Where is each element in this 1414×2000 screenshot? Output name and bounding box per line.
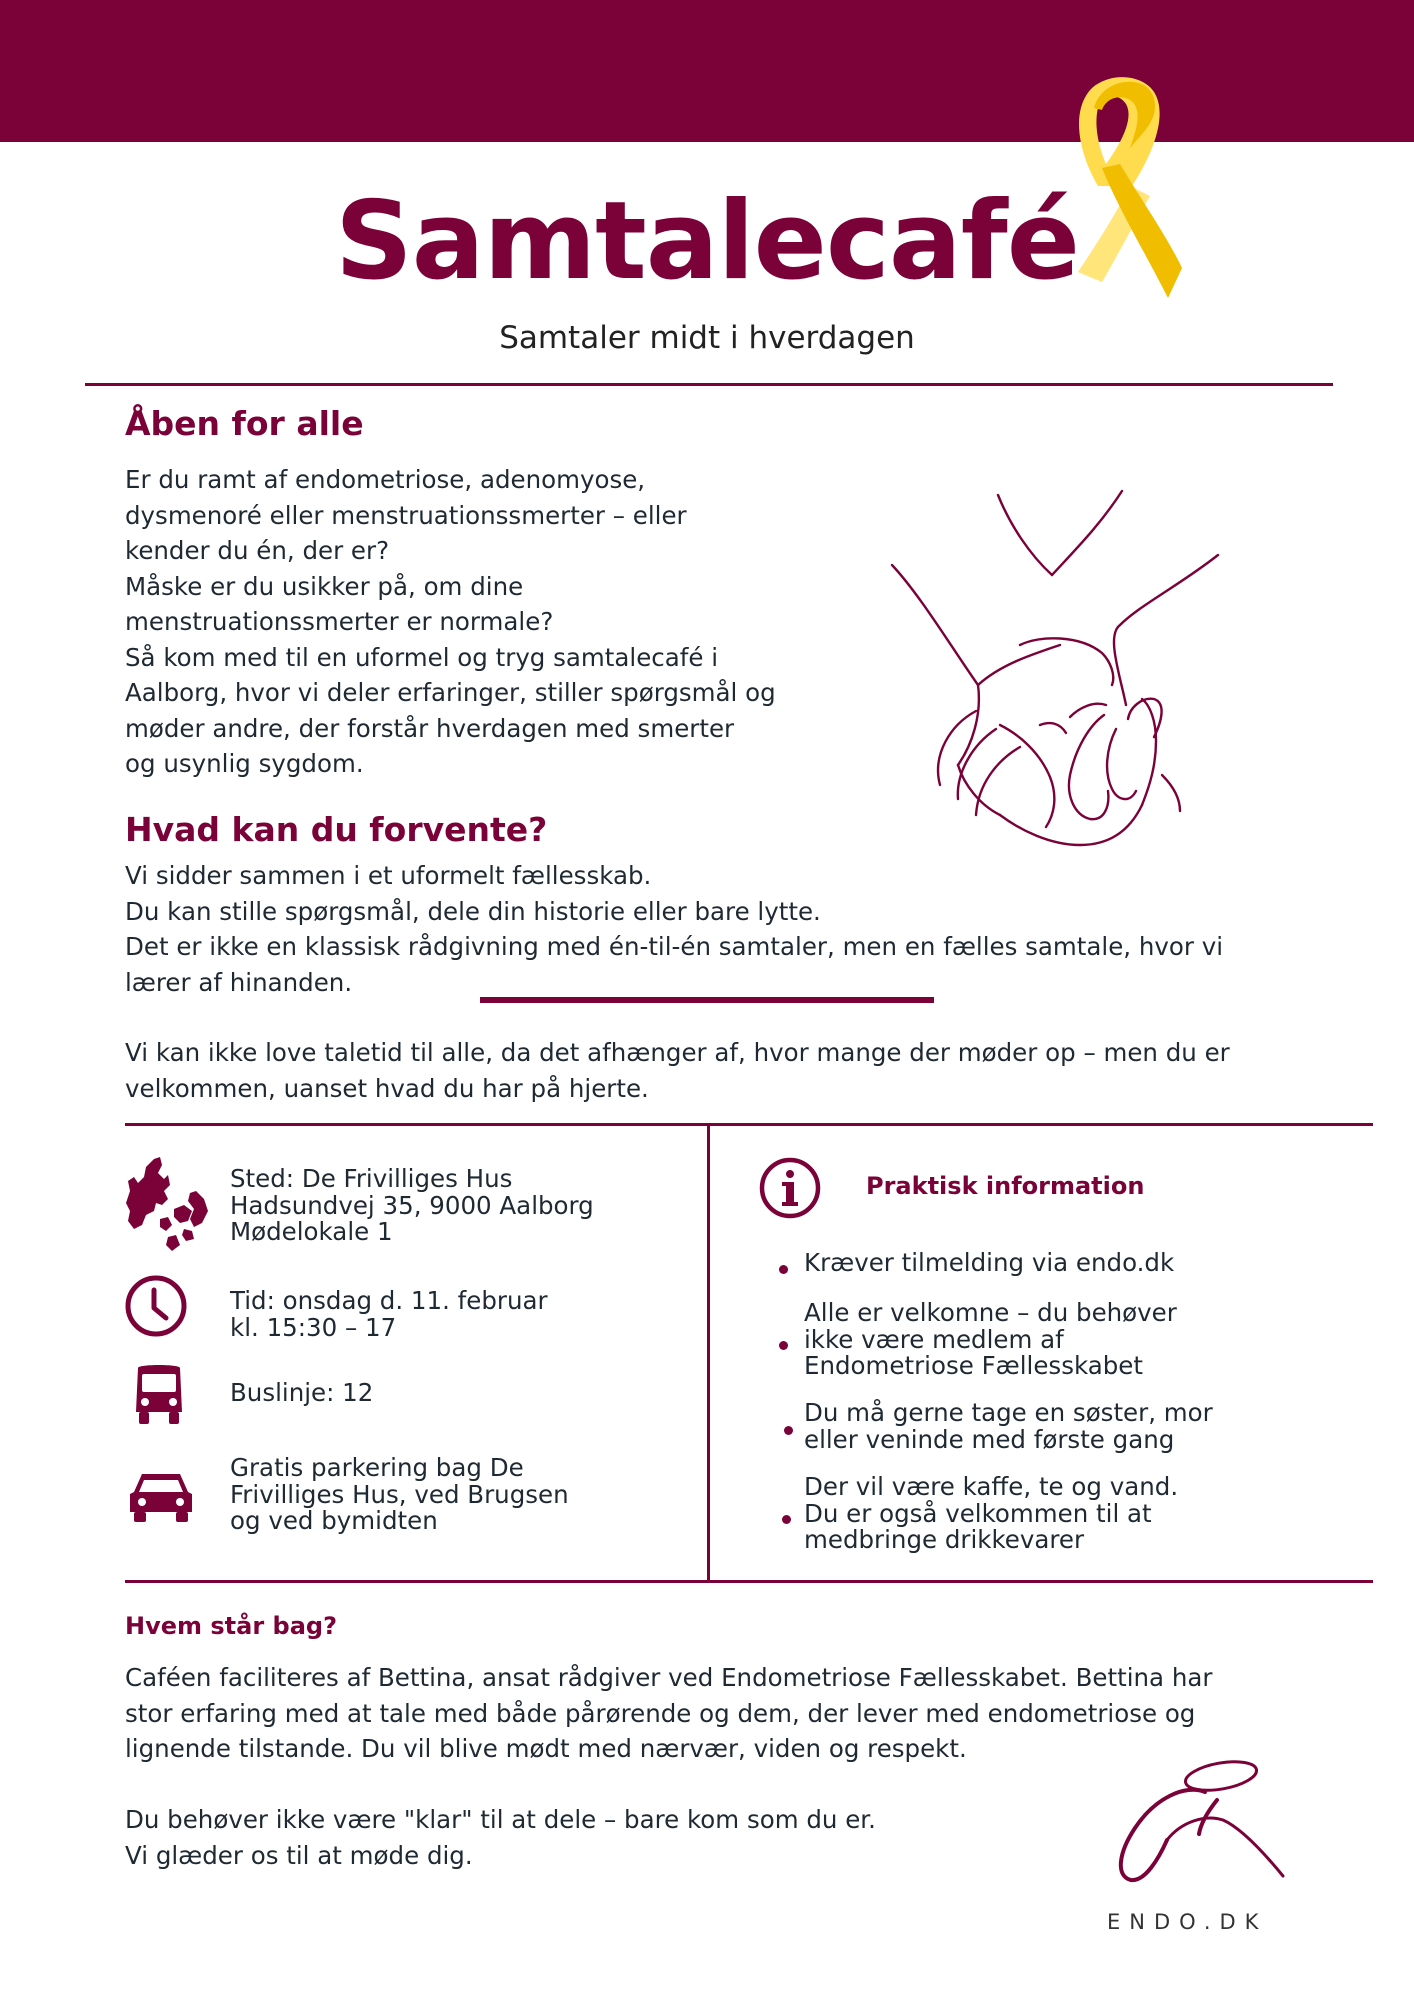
parking-text [230,1455,569,1535]
practical-line: Du er også velkommen til at [804,1498,1152,1528]
clock-icon [124,1274,188,1338]
who-line: stor erfaring med at tale med både pårørende og dem, der lever med endometriose og [125,1698,1196,1728]
practical-line: ikke være medlem af [804,1324,1064,1354]
info-top-divider [125,1123,1373,1126]
holding-hands-illustration [880,485,1230,865]
parking-line: og ved bymidten [230,1506,438,1535]
open-line: og usynlig sygdom. [125,749,364,778]
open-heading: Åben for alle [125,404,364,443]
denmark-map-icon [124,1155,210,1255]
who-heading: Hvem står bag? [125,1612,337,1640]
open-line: Aalborg, hvor vi deler erfaringer, stiller spørgsmål og [125,678,776,707]
open-line: Måske er du usikker på, om dine [125,571,524,601]
place-line: Hadsundvej 35, 9000 Aalborg [230,1190,594,1220]
closing-text [125,1802,876,1873]
practical-item [804,1250,1174,1277]
page-title: Samtalecafé [334,179,1080,304]
place-line: Sted: De Frivilliges Hus [230,1164,513,1193]
practical-line: medbringe drikkevarer [804,1525,1085,1554]
bus-icon [130,1362,188,1426]
top-banner [0,0,1414,142]
place-line: Mødelokale 1 [230,1217,393,1246]
header-divider [85,383,1333,386]
expect-note-line: velkommen, uanset hvad du har på hjerte. [125,1073,649,1103]
expect-line: lærer af hinanden. [125,967,353,997]
endo-logo-text: ENDO.DK [1107,1910,1268,1934]
practical-line: Endometriose Fællesskabet [804,1351,1143,1380]
who-line: lignende tilstande. Du vil blive mødt med nærvær, viden og respekt. [125,1734,967,1763]
practical-item [804,1474,1178,1554]
closing-line: Du behøver ikke være "klar" til at dele – bare kom som du er. [125,1805,876,1834]
practical-heading: Praktisk information [866,1172,1145,1200]
expect-note-line: Vi kan ikke love taletid til alle, da det afhænger af, hvor mange der møder op – men du er [125,1038,1230,1067]
practical-item [804,1400,1213,1453]
expect-note [125,1035,1230,1106]
time-line: kl. 15:30 – 17 [230,1312,397,1342]
info-column-divider [707,1123,710,1583]
who-text [125,1660,1212,1767]
place-text [230,1166,594,1246]
time-text [230,1288,548,1341]
open-line: Er du ramt af endometriose, adenomyose, [125,465,646,494]
practical-line: Alle er velkomne – du behøver [804,1298,1177,1327]
bullet-dot [782,1515,791,1524]
expect-text [125,858,1223,1000]
open-text [125,462,776,782]
practical-line: Du må gerne tage en søster, mor [804,1398,1213,1427]
open-line: Så kom med til en uformel og tryg samtalecafé i [125,642,719,672]
practical-line: Kræver tilmelding via endo.dk [804,1248,1175,1277]
practical-line: Der vil være kaffe, te og vand. [804,1472,1179,1501]
parking-line: Gratis parkering bag De [230,1453,524,1482]
car-icon [128,1468,194,1524]
practical-line: eller veninde med første gang [804,1424,1175,1454]
expect-line: Du kan stille spørgsmål, dele din historie eller bare lytte. [125,896,821,926]
bullet-dot [779,1265,788,1274]
closing-line: Vi glæder os til at møde dig. [125,1840,473,1870]
expect-heading: Hvad kan du forvente? [125,810,548,849]
expect-line: Det er ikke en klassisk rådgivning med én-til-én samtaler, men en fælles samtale, hvor vi [125,932,1224,961]
open-line: kender du én, der er? [125,536,390,565]
bullet-dot [779,1341,788,1350]
open-line: dysmenoré eller menstruationssmerter – eller [125,500,687,530]
short-divider [480,997,934,1003]
parking-line: Frivilliges Hus, ved Brugsen [230,1479,569,1509]
info-icon [758,1156,822,1220]
expect-line: Vi sidder sammen i et uformelt fællesskab. [125,861,652,890]
bus-text: Buslinje: 12 [230,1378,374,1407]
open-line: menstruationssmerter er normale? [125,607,554,636]
open-line: møder andre, der forstår hverdagen med smerter [125,713,735,743]
who-line: Caféen faciliteres af Bettina, ansat rådgiver ved Endometriose Fællesskabet. Bettina har [125,1663,1213,1692]
endo-logo-icon [1105,1758,1295,1888]
info-bottom-divider [125,1580,1373,1583]
practical-item [804,1300,1177,1380]
time-line: Tid: onsdag d. 11. februar [230,1286,548,1315]
bullet-dot [784,1426,793,1435]
page-subtitle: Samtaler midt i hverdagen [499,320,915,356]
